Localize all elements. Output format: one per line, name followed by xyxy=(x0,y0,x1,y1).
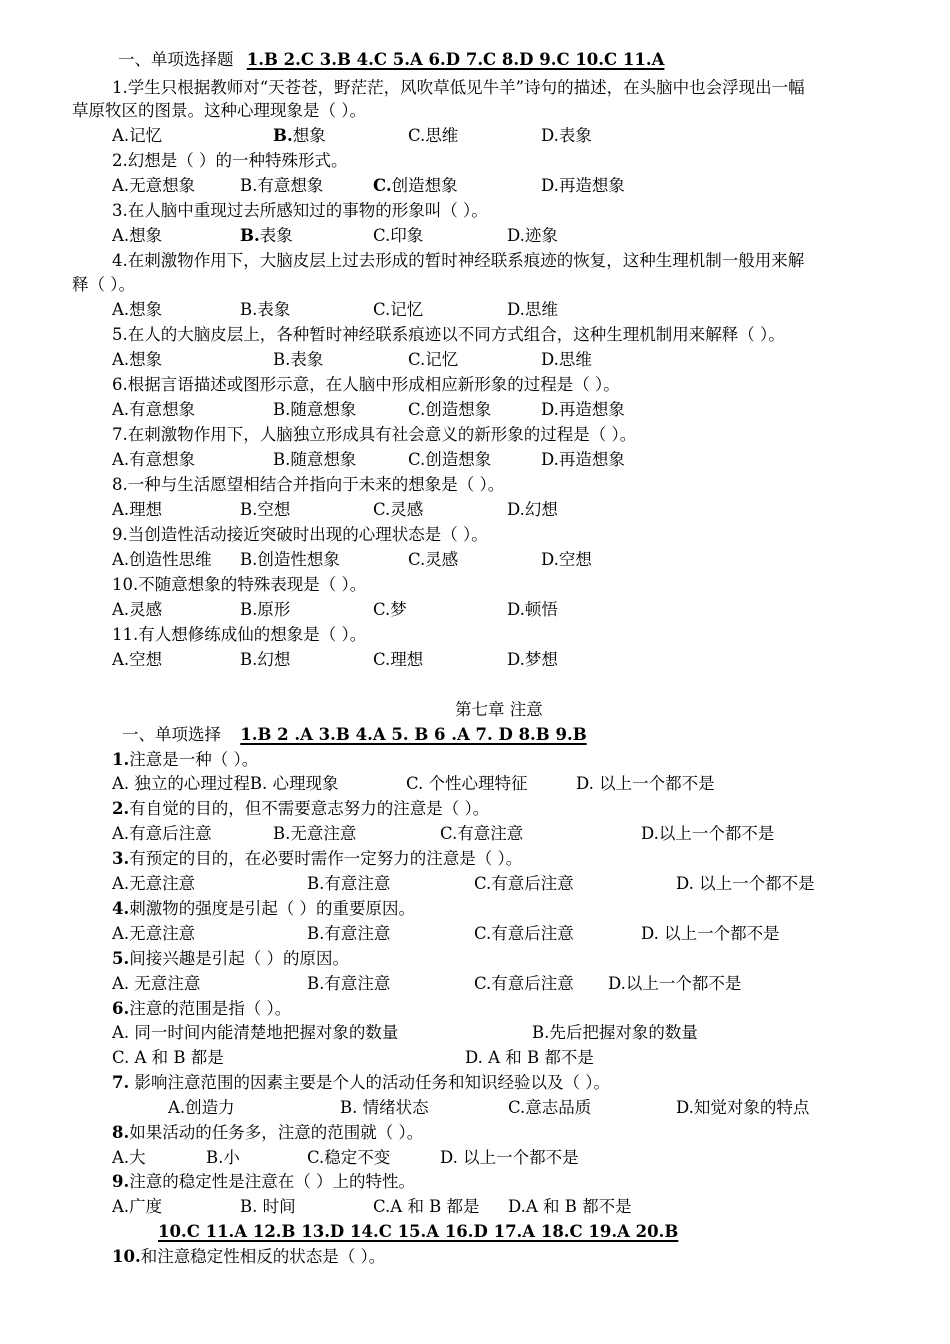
option-a: A.想象 xyxy=(112,350,163,369)
question-number: 7. xyxy=(112,1073,130,1092)
question-text: 有自觉的目的，但不需要意志努力的注意是（ ）。 xyxy=(129,799,490,818)
option-d: D.再造想象 xyxy=(541,176,625,195)
question-stem: 11.有人想修练成仙的想象是（ ）。 xyxy=(112,625,367,644)
option-b: B.无意注意 xyxy=(273,824,357,843)
option-c: C.印象 xyxy=(373,226,424,245)
option-a: A.想象 xyxy=(112,226,163,245)
option-d: D.再造想象 xyxy=(541,450,625,469)
section-heading xyxy=(122,725,587,745)
option-a: A.无意注意 xyxy=(112,874,196,893)
option-c xyxy=(373,176,458,196)
question-text: 间接兴趣是引起（ ）的原因。 xyxy=(129,949,349,968)
question-stem xyxy=(112,1123,423,1143)
option-c: C. 个性心理特征 xyxy=(406,774,528,793)
option-a: A.创造力 xyxy=(168,1098,235,1117)
question-stem: 8.一种与生活愿望相结合并指向于未来的想象是（ ）。 xyxy=(112,475,505,494)
question-number: 8. xyxy=(112,1123,130,1142)
option-d: D. A 和 B 都不是 xyxy=(465,1048,594,1067)
question-stem: 10.不随意想象的特殊表现是（ ）。 xyxy=(112,575,367,594)
option-a: A. 同一时间内能清楚地把握对象的数量 xyxy=(112,1023,399,1042)
option-d: D.再造想象 xyxy=(541,400,625,419)
option-b: B.创造性想象 xyxy=(240,550,340,569)
option-c: C. A 和 B 都是 xyxy=(112,1048,224,1067)
question-stem: 5.在人的大脑皮层上，各种暂时神经联系痕迹以不同方式组合，这种生理机制用来解释（ ）。 xyxy=(112,325,785,344)
option-d: D.以上一个都不是 xyxy=(608,974,742,993)
option-c: C.有意注意 xyxy=(440,824,524,843)
question-text: 注意是一种（ ）。 xyxy=(129,750,259,769)
question-stem: 4.在刺激物作用下，大脑皮层上过去形成的暂时神经联系痕迹的恢复，这种生理机制一般用来解 xyxy=(112,251,805,270)
question-number: 9. xyxy=(112,1172,130,1191)
option-a: A.创造性思维 xyxy=(112,550,212,569)
question-text: 影响注意范围的因素主要是个人的活动任务和知识经验以及（ ）。 xyxy=(129,1073,610,1092)
option-c: C.有意后注意 xyxy=(474,874,574,893)
question-stem xyxy=(112,1247,385,1267)
option-a: A.记忆 xyxy=(112,126,163,145)
option-b: B.表象 xyxy=(240,300,291,319)
option-c: C.梦 xyxy=(373,600,407,619)
answer-key: 1.B 2.C 3.B 4.C 5.A 6.D 7.C 8.D 9.C 10.C 11.A xyxy=(246,50,665,69)
question-text: 注意的范围是指（ ）。 xyxy=(129,999,292,1018)
option-a: A.无意想象 xyxy=(112,176,196,195)
question-stem xyxy=(112,899,415,919)
option-d: D.思维 xyxy=(507,300,558,319)
option-b: B.随意想象 xyxy=(273,450,357,469)
option-a: A.想象 xyxy=(112,300,163,319)
question-number: 6. xyxy=(112,999,130,1018)
option-a: A.无意注意 xyxy=(112,924,196,943)
option-a: A.空想 xyxy=(112,650,163,669)
option-c-text: 创造想象 xyxy=(391,176,458,195)
option-b-text: 表象 xyxy=(259,226,293,245)
question-stem: 1.学生只根据教师对“天苍苍，野茫茫，风吹草低见牛羊”诗句的描述，在头脑中也会浮现出一幅 xyxy=(112,78,805,97)
option-c: C.A 和 B 都是 xyxy=(373,1197,480,1216)
question-number: 3. xyxy=(112,849,130,868)
option-b: B.有意注意 xyxy=(307,974,391,993)
question-stem-cont: 草原牧区的图景。这种心理现象是（ ）。 xyxy=(72,101,366,120)
option-d: D.思维 xyxy=(541,350,592,369)
option-b: B. 时间 xyxy=(240,1197,296,1216)
option-b: B.原形 xyxy=(240,600,291,619)
option-d: D.迹象 xyxy=(507,226,558,245)
option-d: D.幻想 xyxy=(507,500,558,519)
option-b: B.空想 xyxy=(240,500,291,519)
option-b: B.先后把握对象的数量 xyxy=(532,1023,698,1042)
option-a: A.大 xyxy=(112,1148,146,1167)
question-text: 和注意稳定性相反的状态是（ ）。 xyxy=(140,1247,386,1266)
question-text: 注意的稳定性是注意在（ ）上的特性。 xyxy=(129,1172,415,1191)
option-b: B.有意注意 xyxy=(307,874,391,893)
option-d: D.A 和 B 都不是 xyxy=(508,1197,632,1216)
option-a: A.广度 xyxy=(112,1197,163,1216)
option-d: D.表象 xyxy=(541,126,592,145)
option-b: B.有意注意 xyxy=(307,924,391,943)
option-d: D. 以上一个都不是 xyxy=(641,924,780,943)
option-d: D.以上一个都不是 xyxy=(641,824,775,843)
question-stem xyxy=(112,1172,415,1192)
option-b: B.随意想象 xyxy=(273,400,357,419)
option-b xyxy=(273,126,326,146)
option-c: C.有意后注意 xyxy=(474,924,574,943)
option-c: C.灵感 xyxy=(408,550,459,569)
heading-text: 一、单项选择 xyxy=(122,725,221,744)
question-stem xyxy=(112,949,349,969)
option-c: C.记忆 xyxy=(373,300,424,319)
chapter-title: 第七章 注意 xyxy=(455,700,543,719)
question-number: 2. xyxy=(112,799,130,818)
option-d: D. 以上一个都不是 xyxy=(676,874,815,893)
option-b: B.有意想象 xyxy=(240,176,324,195)
option-c: C.灵感 xyxy=(373,500,424,519)
question-stem xyxy=(112,750,258,770)
option-a: A. 独立的心理过程B. 心理现象 xyxy=(112,774,339,793)
option-a: A.有意想象 xyxy=(112,450,196,469)
option-d: D. 以上一个都不是 xyxy=(440,1148,579,1167)
option-c: C.创造想象 xyxy=(408,450,492,469)
option-b xyxy=(240,226,293,246)
option-a: A.有意后注意 xyxy=(112,824,212,843)
question-number: 4. xyxy=(112,899,130,918)
option-c: C.意志品质 xyxy=(508,1098,592,1117)
option-d: D. 以上一个都不是 xyxy=(576,774,715,793)
option-b: B. 情绪状态 xyxy=(340,1098,429,1117)
option-c: C.有意后注意 xyxy=(474,974,574,993)
option-d: D.顿悟 xyxy=(507,600,558,619)
option-a: A.有意想象 xyxy=(112,400,196,419)
question-stem: 9.当创造性活动接近突破时出现的心理状态是（ ）。 xyxy=(112,525,488,544)
question-number: 10. xyxy=(112,1247,141,1266)
option-b: B.小 xyxy=(206,1148,240,1167)
answer-key-2: 10.C 11.A 12.B 13.D 14.C 15.A 16.D 17.A 18.C 19.A 20.B xyxy=(158,1222,679,1241)
question-stem xyxy=(112,849,522,869)
question-stem xyxy=(112,1073,610,1093)
heading-text: 一、单项选择题 xyxy=(118,50,234,69)
question-stem: 6.根据言语描述或图形示意，在人脑中形成相应新形象的过程是（ ）。 xyxy=(112,375,620,394)
question-text: 有预定的目的，在必要时需作一定努力的注意是（ ）。 xyxy=(129,849,523,868)
option-c: C.记忆 xyxy=(408,350,459,369)
question-text: 如果活动的任务多，注意的范围就（ ）。 xyxy=(129,1123,424,1142)
option-a: A.灵感 xyxy=(112,600,163,619)
option-c: C.稳定不变 xyxy=(307,1148,391,1167)
option-a: A.理想 xyxy=(112,500,163,519)
question-stem: 3.在人脑中重现过去所感知过的事物的形象叫（ ）。 xyxy=(112,201,488,220)
question-number: 1. xyxy=(112,750,130,769)
question-number: 5. xyxy=(112,949,130,968)
option-b-letter: B. xyxy=(240,226,260,245)
question-stem xyxy=(112,799,489,819)
question-stem: 2.幻想是（ ）的一种特殊形式。 xyxy=(112,151,348,170)
answer-key: 1.B 2 .A 3.B 4.A 5. B 6 .A 7. D 8.B 9.B xyxy=(240,725,587,744)
question-text: 刺激物的强度是引起（ ）的重要原因。 xyxy=(129,899,415,918)
option-d: D.梦想 xyxy=(507,650,558,669)
section-heading xyxy=(118,50,664,70)
option-b-letter: B. xyxy=(273,126,293,145)
question-stem: 7.在刺激物作用下，人脑独立形成具有社会意义的新形象的过程是（ ）。 xyxy=(112,425,637,444)
option-b: B.幻想 xyxy=(240,650,291,669)
option-d: D.空想 xyxy=(541,550,592,569)
question-stem-cont: 释（ ）。 xyxy=(72,275,135,294)
option-c: C.理想 xyxy=(373,650,424,669)
option-c: C.创造想象 xyxy=(408,400,492,419)
question-stem xyxy=(112,999,291,1019)
option-c-letter: C. xyxy=(373,176,392,195)
option-a: A. 无意注意 xyxy=(112,974,201,993)
option-c: C.思维 xyxy=(408,126,459,145)
option-b-text: 想象 xyxy=(292,126,326,145)
option-b: B.表象 xyxy=(273,350,324,369)
option-d: D.知觉对象的特点 xyxy=(676,1098,810,1117)
